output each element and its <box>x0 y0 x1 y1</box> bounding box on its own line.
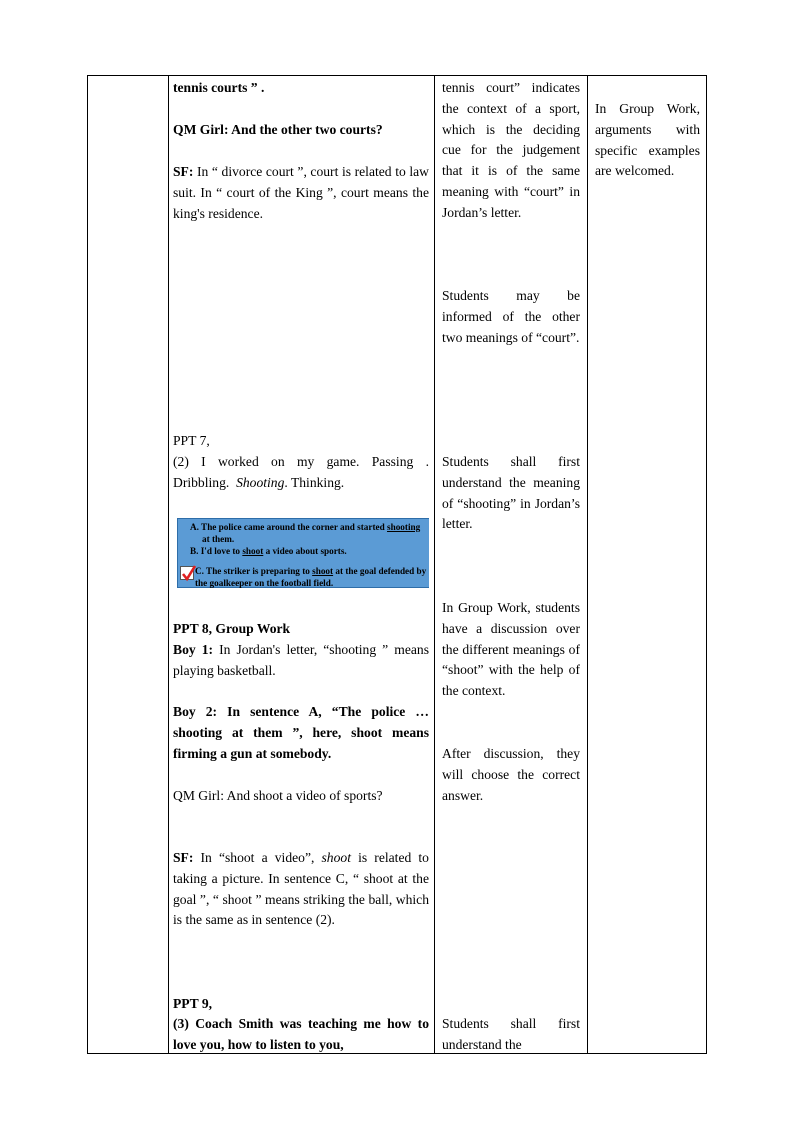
lesson-plan-table <box>87 75 707 1054</box>
slide-option-c: C. The striker is preparing to shoot at the goal defended by the goalkeeper on the football field. <box>195 566 427 588</box>
dialogue-line: SF: In “shoot a video”, shoot is related to taking a picture. In sentence C, “ shoot at the goal ”, “ shoot ” means striking the ball, which is the same as in sentence (2). <box>173 850 429 928</box>
purpose-text: tennis court” indicates the context of a sport, which is the deciding cue for the judgement that it is of the same meaning with “court” in Jordan’s letter. <box>442 80 580 220</box>
column-divider <box>434 76 435 1053</box>
slide-image <box>177 518 429 588</box>
dialogue-line: Boy 1: In Jordan's letter, “shooting ” means playing basketball. <box>173 642 429 678</box>
checkmark-icon <box>180 566 194 580</box>
purpose-text: Students may be informed of the other two meanings of “court”. <box>442 288 580 345</box>
remarks-text: In Group Work, arguments with specific examples are welcomed. <box>595 101 700 179</box>
ppt-label: PPT 9, <box>173 996 213 1011</box>
purpose-text: Students shall first understand the <box>442 1016 580 1052</box>
ppt-label: PPT 8, Group Work <box>173 621 291 636</box>
purpose-text: Students shall first understand the meaning of “shooting” in Jordan’s letter. <box>442 454 580 532</box>
dialogue-line: QM Girl: And shoot a video of sports? <box>173 788 383 803</box>
column-divider <box>587 76 588 1053</box>
dialogue-line: QM Girl: And the other two courts? <box>173 122 383 137</box>
purpose-text: After discussion, they will choose the correct answer. <box>442 746 580 803</box>
procedure-text: tennis courts ” . <box>173 80 265 95</box>
column-divider <box>168 76 169 1053</box>
dialogue-line: Boy 2: In sentence A, “The police … shooting at them ”, here, shoot means firming a gun at somebody. <box>173 704 429 761</box>
ppt-label: PPT 7, <box>173 433 210 448</box>
column-1-cell <box>89 76 167 1053</box>
remarks-cell <box>595 76 700 1053</box>
purpose-text: In Group Work, students have a discussion over the different meanings of “shoot” with the help of the context. <box>442 600 580 699</box>
purpose-cell <box>442 76 580 1053</box>
slide-option-a: A. The police came around the corner and started shooting at them. <box>190 522 421 544</box>
sentence-text: (3) Coach Smith was teaching me how to love you, how to listen to you, <box>173 1016 429 1052</box>
procedure-cell <box>173 76 429 1053</box>
sentence-text: (2) I worked on my game. Passing . Dribbling. Shooting. Thinking. <box>173 454 429 490</box>
dialogue-line: SF: In “ divorce court ”, court is related to law suit. In “ court of the King ”, court means the king's residence. <box>173 164 429 221</box>
slide-option-b: B. I'd love to shoot a video about sports. <box>190 546 347 556</box>
